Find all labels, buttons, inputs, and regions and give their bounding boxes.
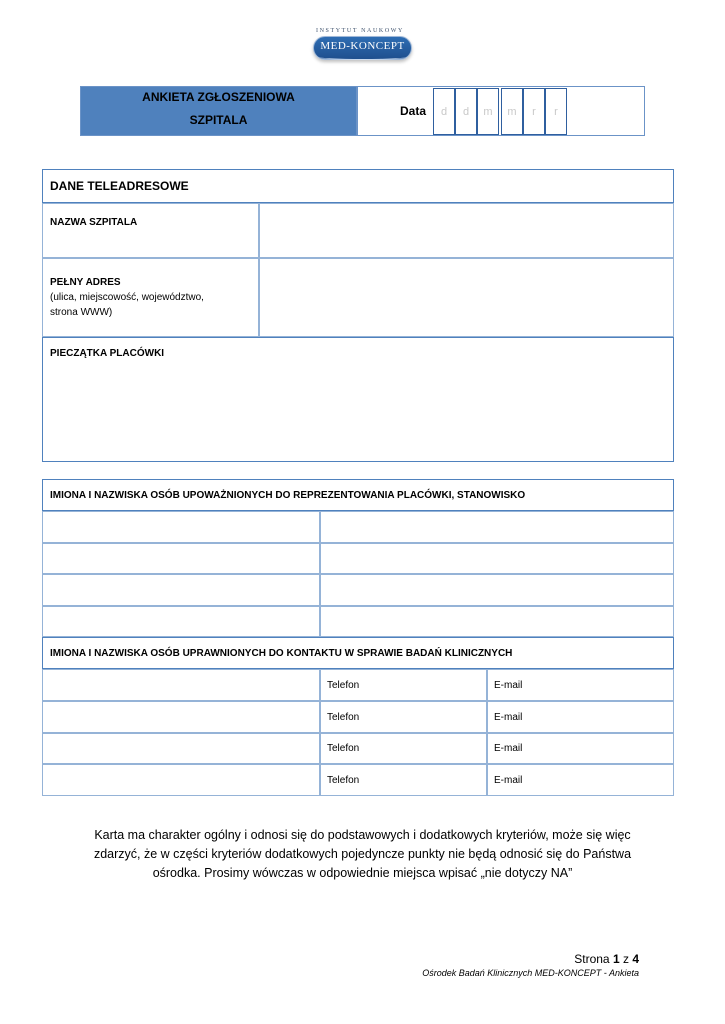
email-label: E-mail	[494, 743, 523, 754]
contact-name-field[interactable]	[42, 669, 320, 701]
contact-name-field[interactable]	[42, 733, 320, 764]
authorized-name-field[interactable]	[42, 543, 320, 574]
date-month-digit-2[interactable]: m	[501, 88, 523, 135]
date-year-digit-1[interactable]: r	[523, 88, 545, 135]
hospital-name-label: NAZWA SZPITALA	[50, 217, 138, 228]
page-total: 4	[632, 952, 639, 966]
phone-label: Telefon	[327, 775, 360, 786]
contact-section-title: DANE TELEADRESOWE	[50, 179, 189, 193]
contact-email-field[interactable]	[487, 669, 674, 701]
footer-text: Ośrodek Badań Klinicznych MED-KONCEPT - Ankieta	[422, 968, 639, 978]
contact-name-field[interactable]	[42, 701, 320, 733]
stamp-field[interactable]	[42, 337, 674, 462]
authorized-section-title: IMIONA I NAZWISKA OSÓB UPOWAŻNIONYCH DO REPREZENTOWANIA PLACÓWKI, STANOWISKO	[50, 490, 526, 501]
logo-swoosh	[318, 54, 407, 60]
page-prefix: Strona	[574, 952, 610, 966]
date-day-digit-2[interactable]: d	[455, 88, 477, 135]
authorized-position-field[interactable]	[320, 511, 674, 543]
contact-name-field[interactable]	[42, 764, 320, 796]
instruction-note	[60, 826, 665, 883]
page-current: 1	[612, 952, 620, 966]
date-month-digit-1[interactable]: m	[477, 88, 499, 135]
contact-phone-field[interactable]	[320, 701, 487, 733]
authorized-name-field[interactable]	[42, 574, 320, 606]
address-hint-line2: strona WWW)	[50, 307, 113, 318]
note-line1: Karta ma charakter ogólny i odnosi się do podstawowych i dodatkowych kryteriów, może się więc	[94, 828, 631, 842]
phone-label: Telefon	[327, 680, 360, 691]
authorized-position-field[interactable]	[320, 543, 674, 574]
contact-phone-field[interactable]	[320, 669, 487, 701]
date-day-digit-1[interactable]: d	[433, 88, 455, 135]
contact-email-field[interactable]	[487, 764, 674, 796]
note-line2: zdarzyć, że w części kryteriów dodatkowych pojedyncze punkty nie będą odnosić się do Państwa	[93, 847, 632, 861]
authorized-name-field[interactable]	[42, 606, 320, 637]
date-year-digit-2[interactable]: r	[545, 88, 567, 135]
stamp-label: PIECZĄTKA PLACÓWKI	[50, 348, 165, 359]
address-label: PEŁNY ADRES	[50, 277, 121, 288]
page-separator: z	[622, 952, 629, 966]
contact-section-header	[42, 169, 674, 203]
page-number	[574, 952, 639, 966]
email-label: E-mail	[494, 775, 523, 786]
address-field[interactable]	[259, 258, 674, 337]
form-title-line2: SZPITALA	[189, 113, 248, 127]
date-label: Data	[400, 104, 427, 118]
hospital-name-label-cell	[42, 203, 259, 258]
phone-label: Telefon	[327, 743, 360, 754]
address-hint-line1: (ulica, miejscowość, województwo,	[50, 292, 204, 303]
form-title-line1: ANKIETA ZGŁOSZENIOWA	[142, 90, 295, 104]
clinical-contact-section-header	[42, 637, 674, 669]
contact-phone-field[interactable]	[320, 764, 487, 796]
logo-tagline: INSTYTUT NAUKOWY	[316, 28, 404, 34]
authorized-position-field[interactable]	[320, 606, 674, 637]
authorized-section-header	[42, 479, 674, 511]
authorized-name-field[interactable]	[42, 511, 320, 543]
hospital-name-field[interactable]	[259, 203, 674, 258]
contact-phone-field[interactable]	[320, 733, 487, 764]
note-line3: ośrodka. Prosimy wówczas w odpowiednie miejsca wpisać „nie dotyczy NA”	[152, 866, 573, 880]
form-title-box	[80, 86, 357, 136]
email-label: E-mail	[494, 680, 523, 691]
phone-label: Telefon	[327, 712, 360, 723]
logo-name: MED-KONCEPT	[320, 40, 405, 52]
clinical-contact-section-title: IMIONA I NAZWISKA OSÓB UPRAWNIONYCH DO KONTAKTU W SPRAWIE BADAŃ KLINICZNYCH	[50, 648, 513, 659]
email-label: E-mail	[494, 712, 523, 723]
address-label-cell	[42, 258, 259, 337]
contact-email-field[interactable]	[487, 701, 674, 733]
contact-email-field[interactable]	[487, 733, 674, 764]
authorized-position-field[interactable]	[320, 574, 674, 606]
